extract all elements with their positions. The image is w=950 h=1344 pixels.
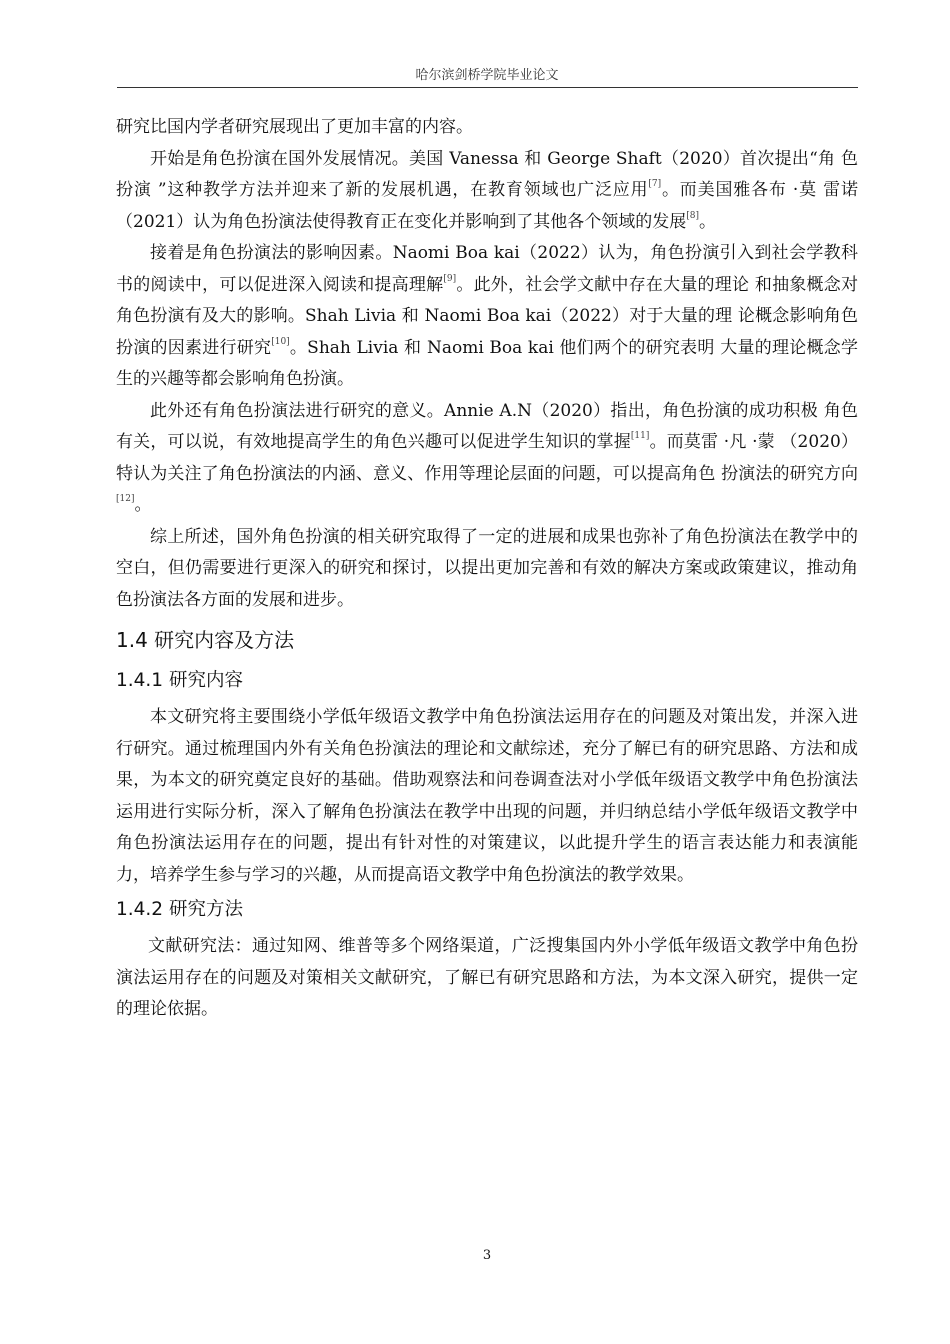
- paragraph-text: 。: [134, 495, 152, 515]
- paragraph-text: 研究比国内学者研究展现出了更加丰富的内容。: [116, 117, 473, 137]
- paragraph-text: 综上所述，国外角色扮演的相关研究取得了一定的进展和成果也弥补了角色扮演法在教学中的空白，但仍需要进行更深入的研究和探讨，以提出更加完善和有效的解决方案或政策建议，推动角色扮演法各方面的发展和进步。: [116, 526, 858, 610]
- paragraph: [116, 238, 858, 396]
- page-number: 3: [482, 1248, 492, 1263]
- citation-ref[interactable]: [11]: [630, 431, 650, 441]
- paragraph-text: 。而莫雷 ·凡 ·蒙 （2020）特认为关注了角色扮演法的内涵、意义、作用等理论层面的问题，可以提高角色 扮演法的研究方向: [116, 432, 858, 484]
- section-heading: 1.4 研究内容及方法: [116, 628, 295, 652]
- header-divider: [117, 87, 858, 88]
- paragraph-text: 。此外，社会学文献中存在大量的理论 和抽象概念对角色扮演有及大的影响。Shah Livia 和 Naomi Boa kai（2022）对于大量的理 论概念影响角色扮演的因素进行研究: [116, 274, 859, 358]
- paragraph-text: 文献研究法：通过知网、维普等多个网络渠道，广泛搜集国内外小学低年级语文教学中角色扮演法运用存在的问题及对策相关文献研究，了解已有研究思路和方法，为本文深入研究，提供一定的理论依据。: [116, 936, 858, 1019]
- paragraph: [116, 144, 858, 239]
- subsection-heading: 1.4.1 研究内容: [116, 670, 243, 691]
- paragraph: [116, 396, 858, 522]
- citation-ref[interactable]: [12]: [116, 494, 135, 504]
- paragraph: [116, 931, 858, 1026]
- citation-ref[interactable]: [10]: [271, 336, 290, 347]
- page-body: [116, 112, 858, 1026]
- citation-ref[interactable]: [8]: [686, 210, 700, 221]
- paragraph-text: 开始是角色扮演在国外发展情况。美国 Vanessa 和 George Shaft（2020）首次提出“角 色扮演 ”这种教学方法并迎来了新的发展机遇，在教育领域也广泛应用: [116, 148, 858, 200]
- subsection-heading: 1.4.2 研究方法: [116, 899, 243, 920]
- paragraph-text: 。Shah Livia 和 Naomi Boa kai 他们两个的研究表明 大量的理论概念学生的兴趣等都会影响角色扮演。: [116, 337, 858, 389]
- paragraph-text: 。: [699, 211, 717, 232]
- paragraph-text: 此外还有角色扮演法进行研究的意义。Annie A.N（2020）指出，角色扮演的成功积极 角色有关，可以说，有效地提高学生的角色兴趣可以促进学生知识的掌握: [116, 400, 858, 452]
- citation-ref[interactable]: [7]: [648, 179, 662, 189]
- paragraph: [116, 702, 858, 891]
- paragraph-text: 。而美国雅各布 ·莫 雷诺（2021）认为角色扮演法使得教育正在变化并影响到了其他各个领域的发展: [116, 180, 859, 232]
- paragraph: [116, 112, 858, 144]
- paragraph-text: 接着是角色扮演法的影响因素。Naomi Boa kai（2022）认为，角色扮演引入到社会学教科书的阅读中，可以促进深入阅读和提高理解: [116, 243, 858, 295]
- running-header: 哈尔滨剑桥学院毕业论文: [415, 68, 559, 83]
- paragraph: [116, 522, 858, 617]
- paragraph-text: 本文研究将主要围绕小学低年级语文教学中角色扮演法运用存在的问题及对策出发，并深入进行研究。通过梳理国内外有关角色扮演法的理论和文献综述，充分了解已有的研究思路、方法和成果，为本文的研究奠定良好的基础。借助观察法和问卷调查法对小学低年级语文教学中角色扮演法运用进行实际分析，深入了解角色扮演法在教学中出现的问题，并归纳总结小学低年级语文教学中角色扮演法运用存在的问题，提出有针对性的对策建议，以此提升学生的语言表达能力和表演能力，培养学生参与学习的兴趣，从而提高语文教学中角色扮演法的教学效果。: [116, 707, 858, 885]
- citation-ref[interactable]: [9]: [443, 273, 457, 284]
